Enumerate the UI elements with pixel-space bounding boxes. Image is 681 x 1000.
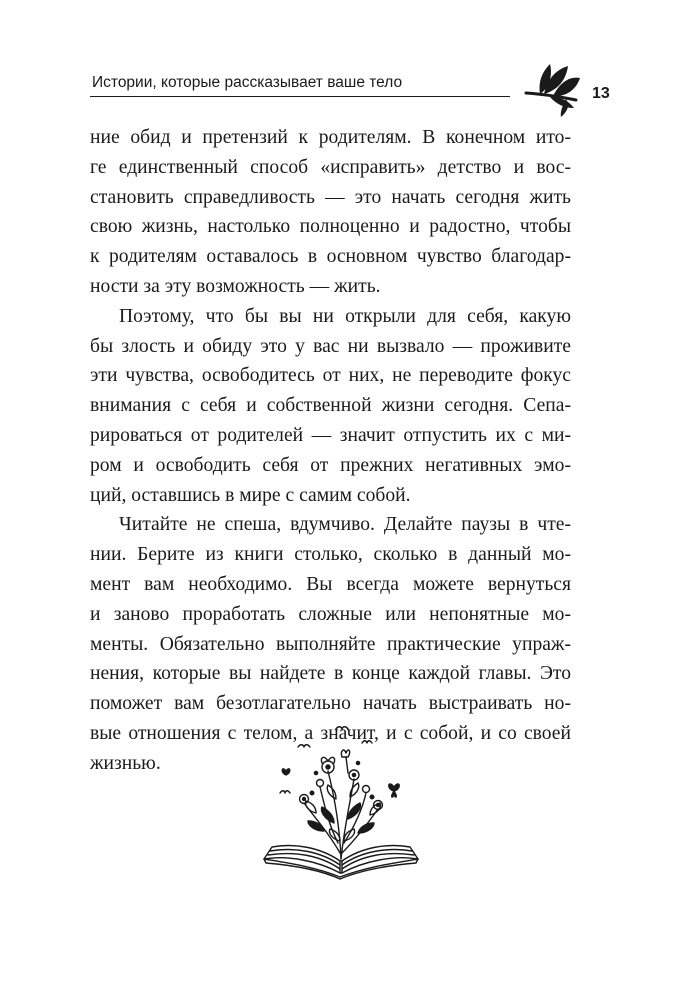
running-head: Истории, которые рассказывает ваше тело [92, 74, 403, 91]
text-line: эти чувства, освободитесь от них, не переводите фокус [90, 365, 571, 387]
text-line: ние обид и претензий к родителям. В конечном ито- [90, 127, 571, 148]
text-line: мент вам необходимо. Вы всегда можете вернуться [90, 573, 571, 595]
text-line: вые отношения с телом, а значит, и с собой, и со своей [90, 722, 571, 744]
text-line: жизнью. [90, 752, 161, 774]
open-book-with-flowers-icon [258, 723, 424, 889]
paragraph [90, 123, 571, 302]
text-line: ге единственный способ «исправить» детство и вос- [90, 156, 571, 178]
text-line: ций, оставшись в мире с самим собой. [90, 484, 411, 506]
text-line: бы злость и обиду это у вас ни вызвало — проживите [90, 335, 571, 357]
text-line: ности за эту возможность — жить. [90, 275, 381, 297]
text-line: рироваться от родителей — значит отпустить их с ми- [90, 424, 571, 446]
text-line: и заново проработать сложные или непонятные мо- [90, 603, 571, 625]
text-line: менты. Обязательно выполняйте практические упраж- [90, 633, 571, 655]
text-line: становить справедливость — это начать сегодня жить [90, 186, 571, 208]
paragraph [90, 302, 571, 511]
page-number: 13 [592, 85, 610, 102]
text-line: поможет вам безотлагательно начать выстраивать но- [90, 693, 571, 715]
main-text [90, 123, 571, 779]
text-line: внимания с себя и собственной жизни сегодня. Сепа- [90, 395, 571, 417]
text-line: к родителям оставалось в основном чувство благодар- [90, 246, 571, 268]
text-line: свою жизнь, настолько полноценно и радостно, чтобы [90, 216, 571, 238]
text-line: ром и освободить себя от прежних негативных эмо- [90, 454, 571, 476]
text-line: Поэтому, что бы вы ни открыли для себя, какую [119, 305, 571, 327]
header-rule [90, 96, 510, 97]
text-line: нии. Берите из книги столько, сколько в данный мо- [90, 544, 571, 566]
text-line: Читайте не спеша, вдумчиво. Делайте паузы в чте- [119, 514, 571, 536]
leaf-branch-icon [522, 60, 584, 118]
text-line: нения, которые вы найдете в конце каждой главы. Это [90, 663, 571, 685]
